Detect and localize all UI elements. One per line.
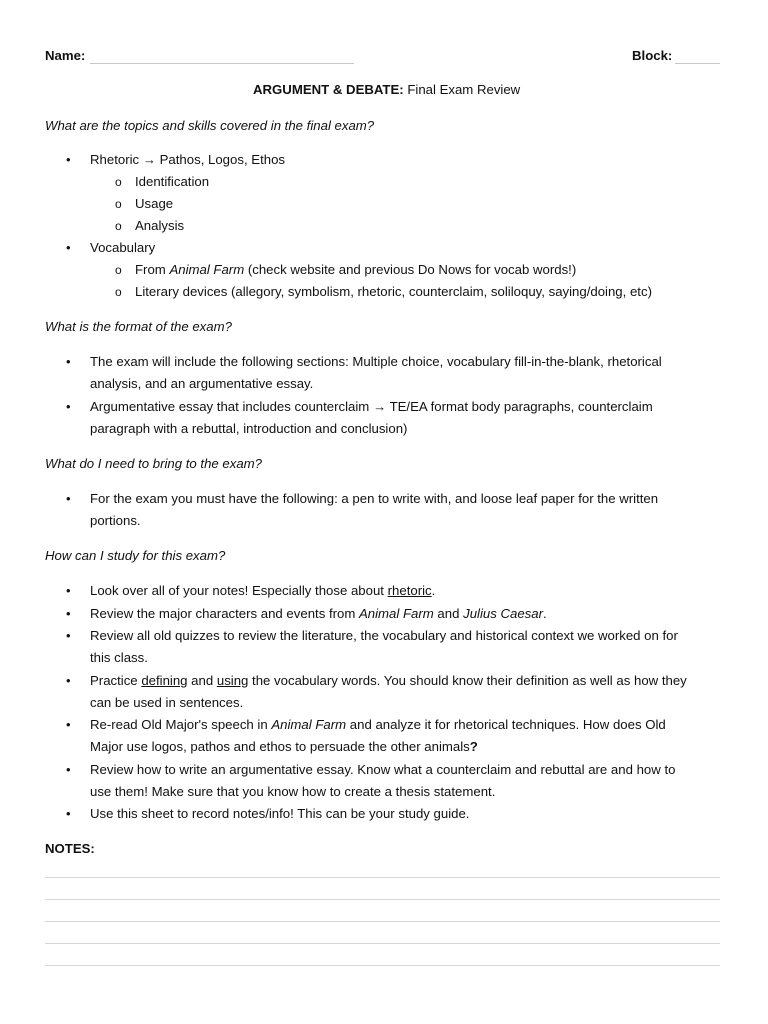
from-rest: (check website and previous Do Nows for vocab words!) <box>244 262 577 277</box>
bring-line1: For the exam you must have the following: a pen to write with, and loose leaf paper for the written <box>90 491 659 506</box>
arrow-icon: → <box>372 399 387 414</box>
animal-farm-title: Animal Farm <box>359 606 434 621</box>
study-vocab-line1 <box>90 670 687 692</box>
study-essay-line1: Review how to write an argumentative essay. Know what a counterclaim and rebuttal are and how to <box>90 762 676 777</box>
name-blank <box>90 49 354 64</box>
bullet-icon: • <box>66 628 71 643</box>
question-format: What is the format of the exam? <box>45 319 232 334</box>
s4-text-a: Practice <box>90 673 142 688</box>
s5-question-mark: ? <box>469 739 478 754</box>
question-topics: What are the topics and skills covered in the final exam? <box>45 118 375 133</box>
question-bring: What do I need to bring to the exam? <box>45 456 262 471</box>
sub-usage: Usage <box>135 196 174 211</box>
sub-animal-farm <box>135 259 576 281</box>
rhetoric-rest: Pathos, Logos, Ethos <box>155 152 285 167</box>
study-quizzes-line1: Review all old quizzes to review the literature, the vocabulary and historical context we worked on for <box>90 628 678 643</box>
rhetoric-underlined: rhetoric <box>387 583 432 598</box>
study-vocab-line2: can be used in sentences. <box>90 695 244 710</box>
animal-farm-title: Animal Farm <box>169 262 245 277</box>
s5-text-b: and analyze it for rhetorical techniques. How does Old <box>346 717 666 732</box>
bullet-icon: • <box>66 491 71 506</box>
format-essay-line2: paragraph with a rebuttal, introduction and conclusion) <box>90 421 408 436</box>
rhetoric-text: Rhetoric <box>90 152 140 167</box>
topic-rhetoric <box>90 149 285 171</box>
topic-vocabulary: Vocabulary <box>90 240 156 255</box>
study-notes <box>90 580 435 602</box>
bullet-icon: • <box>66 673 71 688</box>
format-essay-line1 <box>90 396 653 418</box>
study-quizzes-line2: this class. <box>90 650 148 665</box>
s5-text-a: Re-read Old Major's speech in <box>90 717 272 732</box>
sub-literary-devices: Literary devices (allegory, symbolism, rhetoric, counterclaim, soliloquy, saying/doing, etc) <box>135 284 652 299</box>
bullet-icon: • <box>66 240 71 255</box>
format-sections-line2: analysis, and an argumentative essay. <box>90 376 314 391</box>
notes-label: NOTES: <box>45 841 95 856</box>
julius-caesar-title: Julius Caesar <box>463 606 543 621</box>
format-sections-line1: The exam will include the following sections: Multiple choice, vocabulary fill-in-the-blank, rhetorical <box>90 354 662 369</box>
sub-identification: Identification <box>135 174 210 189</box>
question-study: How can I study for this exam? <box>45 548 226 563</box>
page-title <box>253 79 520 101</box>
essay-text-b: TE/EA format body paragraphs, counterclaim <box>386 399 653 414</box>
study-essay-line2: use them! Make sure that you know how to create a thesis statement. <box>90 784 496 799</box>
s4-text-c: the vocabulary words. You should know their definition as well as how they <box>248 673 687 688</box>
s2-period: . <box>543 606 547 621</box>
s5-line2-text: Major use logos, pathos and ethos to persuade the other animals <box>90 739 470 754</box>
essay-text-a: Argumentative essay that includes counterclaim <box>90 399 373 414</box>
sub-bullet-icon: o <box>115 219 122 233</box>
note-line <box>45 965 720 966</box>
title-rest: Final Exam Review <box>403 82 521 97</box>
title-bold: ARGUMENT & DEBATE: <box>253 82 404 97</box>
note-line <box>45 921 720 922</box>
sub-bullet-icon: o <box>115 285 122 299</box>
block-blank <box>675 49 720 64</box>
bring-line2: portions. <box>90 513 141 528</box>
name-label: Name: <box>45 48 86 63</box>
note-line <box>45 877 720 878</box>
sub-analysis: Analysis <box>135 218 185 233</box>
arrow-icon: → <box>142 152 156 167</box>
bullet-icon: • <box>66 583 71 598</box>
s2-and: and <box>433 606 464 621</box>
bullet-icon: • <box>66 399 71 414</box>
s2-text: Review the major characters and events from <box>90 606 359 621</box>
bullet-icon: • <box>66 762 71 777</box>
bullet-icon: • <box>66 806 71 821</box>
bullet-icon: • <box>66 152 71 167</box>
s1-period: . <box>431 583 436 598</box>
study-speech-line1 <box>90 714 666 736</box>
study-sheet: Use this sheet to record notes/info! This can be your study guide. <box>90 806 470 821</box>
from-text: From <box>135 262 170 277</box>
sub-bullet-icon: o <box>115 263 122 277</box>
using-underlined: using <box>216 673 249 688</box>
sub-bullet-icon: o <box>115 175 122 189</box>
s4-and: and <box>187 673 217 688</box>
animal-farm-title: Animal Farm <box>271 717 347 732</box>
s1-text: Look over all of your notes! Especially those about <box>90 583 388 598</box>
study-speech-line2 <box>90 736 478 758</box>
sub-bullet-icon: o <box>115 197 122 211</box>
study-characters <box>90 603 547 625</box>
defining-underlined: defining <box>141 673 188 688</box>
bullet-icon: • <box>66 354 71 369</box>
block-label: Block: <box>632 48 673 63</box>
bullet-icon: • <box>66 606 71 621</box>
note-line <box>45 899 720 900</box>
bullet-icon: • <box>66 717 71 732</box>
note-line <box>45 943 720 944</box>
